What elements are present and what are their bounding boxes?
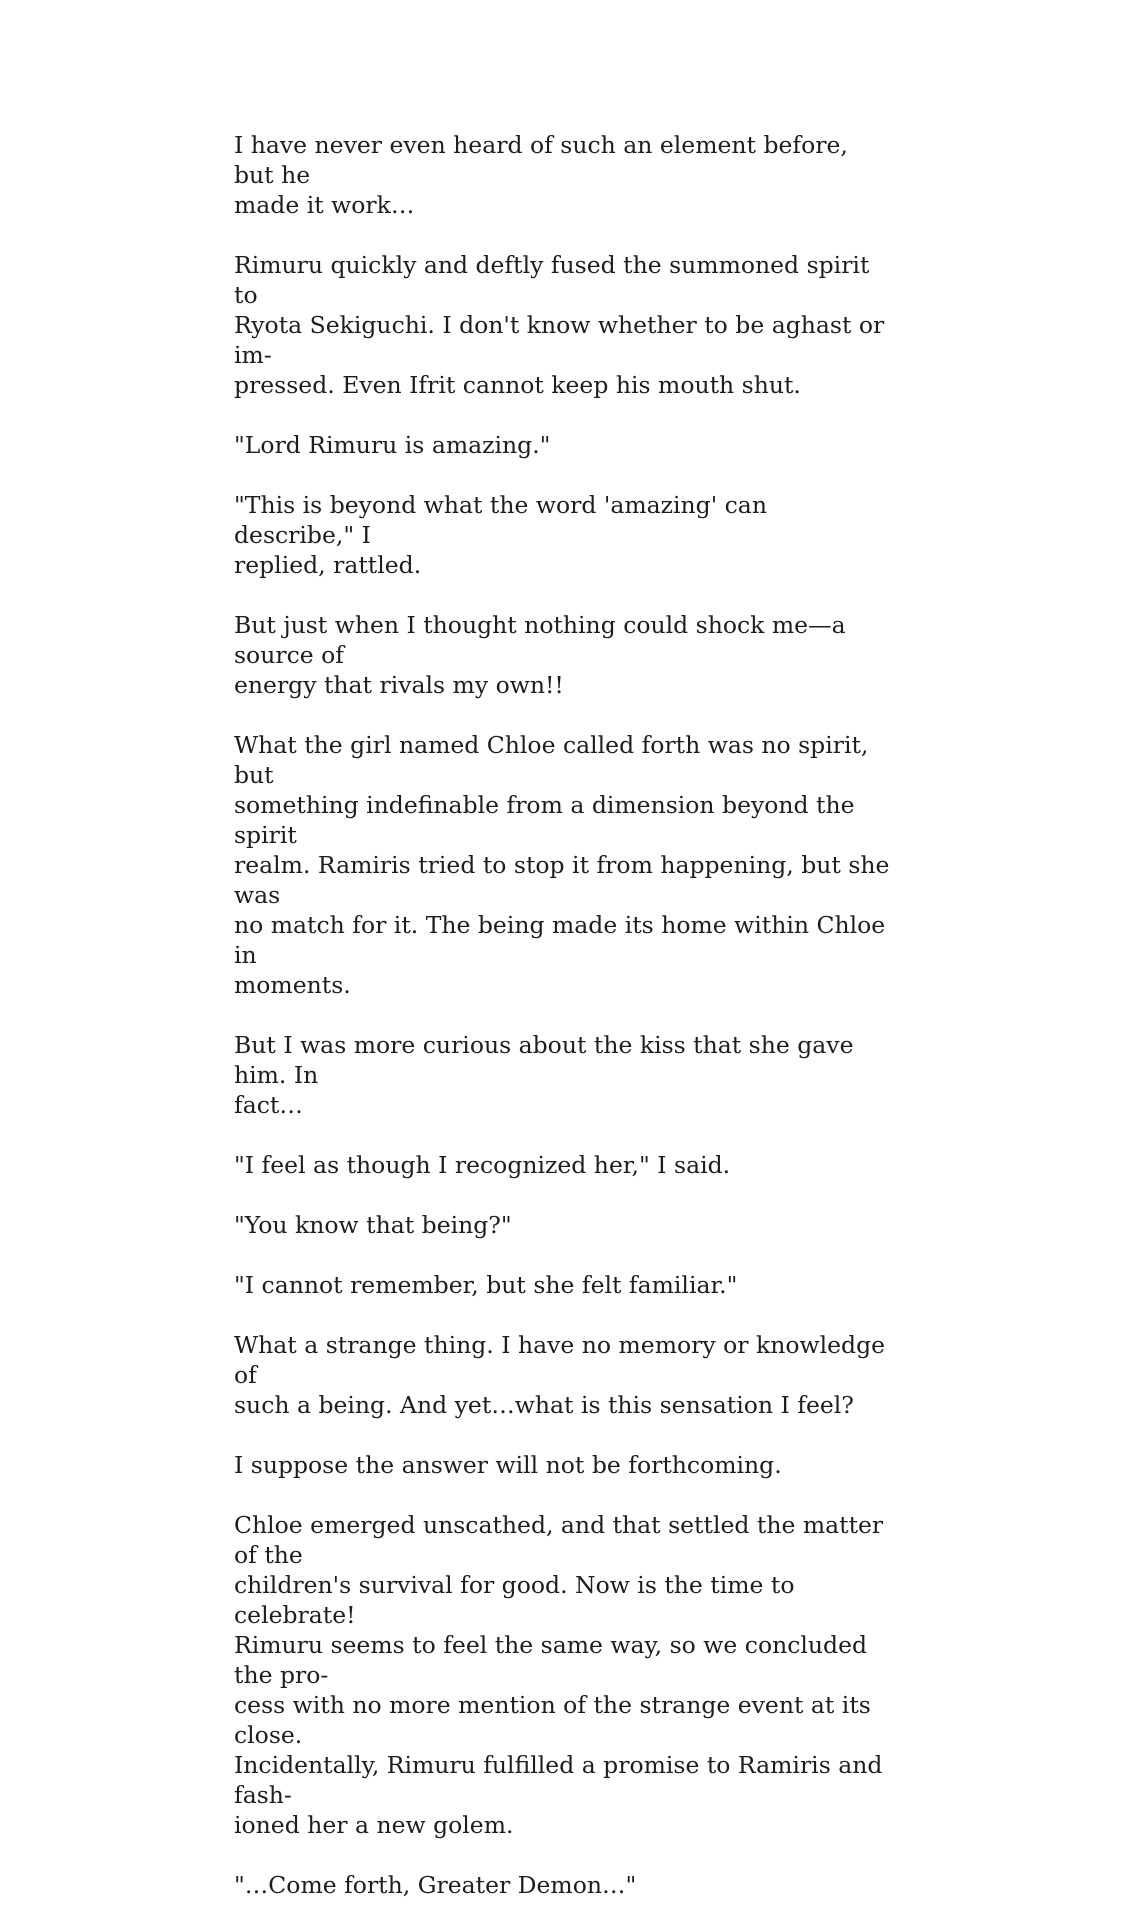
dialogue-line: "I cannot remember, but she felt familiar." (234, 1271, 738, 1299)
dialogue-line: "Lord Rimuru is amazing." (234, 431, 551, 459)
paragraph: What the girl named Chloe called forth was no spirit, but something indefinable from a dimension beyond the spirit realm. Ramiris tried to stop it from happening, but she was no match for it. The being made its home within Chloe in moments. (234, 731, 890, 999)
paragraph: Rimuru quickly and deftly fused the summoned spirit to Ryota Sekiguchi. I don't know whether to be aghast or im- pressed. Even Ifrit cannot keep his mouth shut. (234, 251, 885, 399)
paragraph: Chloe emerged unscathed, and that settled the matter of the children's survival for good. Now is the time to celebrate! Rimuru seems to feel the same way, so we concluded the pro- cess with no more mention of the strange event at its close. Incidentally, Rimuru fulfilled a promise to Ramiris and fash- ioned her a new golem. (234, 1511, 884, 1839)
dialogue-line: "…Come forth, Greater Demon…" (234, 1871, 637, 1899)
paragraph: What a strange thing. I have no memory or knowledge of such a being. And yet…what is this sensation I feel? (234, 1331, 886, 1419)
dialogue-line: "You know that being?" (234, 1211, 512, 1239)
paragraph: I have never even heard of such an element before, but he made it work… (234, 131, 848, 219)
paragraph: But I was more curious about the kiss that she gave him. In fact… (234, 1031, 854, 1119)
paragraph: I suppose the answer will not be forthcoming. (234, 1451, 782, 1479)
dialogue-line: "I feel as though I recognized her," I said. (234, 1151, 731, 1179)
body-text (234, 130, 894, 1930)
paragraph: But just when I thought nothing could shock me—a source of energy that rivals my own!! (234, 611, 846, 699)
dialogue-line: "This is beyond what the word 'amazing' can describe," I replied, rattled. (234, 491, 767, 579)
